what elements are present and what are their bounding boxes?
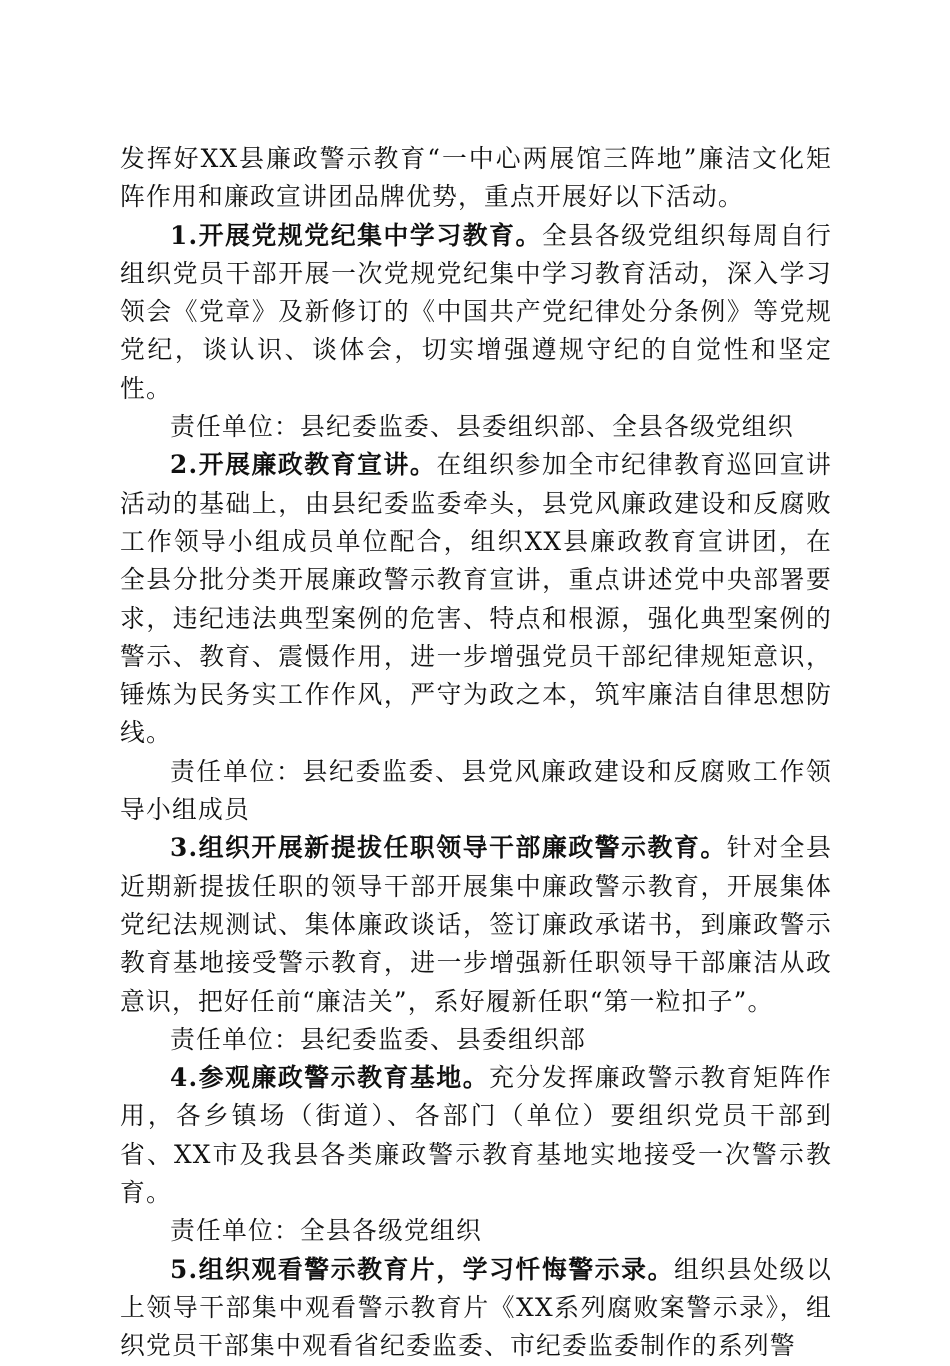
- item-4-text: 充分发挥廉政警示教育矩阵作用，各乡镇场（街道）、各部门（单位）要组织党员干部到省、XX市及我县各类廉政警示教育基地实地接受一次警示教育。: [120, 1063, 832, 1208]
- item-3-text: 针对全县近期新提拔任职的领导干部开展集中廉政警示教育，开展集体党纪法规测试、集体廉政谈话，签订廉政承诺书，到廉政警示教育基地接受警示教育，进一步增强新任职领导干部廉洁从政意识，把好任前“廉洁关”，系好履新任职“第一粒扣子”。: [120, 833, 832, 1016]
- item-3-heading: 3.组织开展新提拔任职领导干部廉政警示教育。: [170, 833, 727, 863]
- item-3-paragraph: [120, 829, 832, 1020]
- item-5-paragraph: [120, 1251, 832, 1366]
- item-2-text: 在组织参加全市纪律教育巡回宣讲活动的基础上，由县纪委监委牵头，县党风廉政建设和反腐败工作领导小组成员单位配合，组织XX县廉政教育宣讲团，在全县分批分类开展廉政警示教育宣讲，重点讲述党中央部署要求，违纪违法典型案例的危害、特点和根源，强化典型案例的警示、教育、震慑作用，进一步增强党员干部纪律规矩意识，锤炼为民务实工作作风，严守为政之本，筑牢廉洁自律思想防线。: [120, 450, 832, 748]
- item-3-responsibility: 责任单位：县纪委监委、县委组织部: [170, 1024, 586, 1054]
- item-1-text: 全县各级党组织每周自行组织党员干部开展一次党规党纪集中学习教育活动，深入学习领会《党章》及新修订的《中国共产党纪律处分条例》等党规党纪，谈认识、谈体会，切实增强遵规守纪的自觉性和坚定性。: [120, 220, 832, 403]
- item-1-responsibility: 责任单位：县纪委监委、县委组织部、全县各级党组织: [170, 412, 794, 442]
- document-page: [120, 140, 832, 1366]
- item-2-paragraph: [120, 446, 832, 752]
- item-2-heading: 2.开展廉政教育宣讲。: [170, 450, 437, 480]
- item-4-heading: 4.参观廉政警示教育基地。: [170, 1063, 490, 1093]
- item-5-heading: 5.组织观看警示教育片，学习忏悔警示录。: [170, 1254, 674, 1284]
- item-5-text: 组织县处级以上领导干部集中观看警示教育片《XX系列腐败案警示录》，组织党员干部集中观看省纪委监委、市纪委监委制作的系列警: [120, 1254, 833, 1361]
- item-4-paragraph: [120, 1059, 832, 1212]
- item-4-responsibility: 责任单位：全县各级党组织: [170, 1216, 482, 1246]
- item-2-responsibility: 责任单位：县纪委监委、县党风廉政建设和反腐败工作领导小组成员: [120, 756, 832, 825]
- intro-paragraph: 发挥好XX县廉政警示教育“一中心两展馆三阵地”廉洁文化矩阵作用和廉政宣讲团品牌优势，重点开展好以下活动。: [120, 144, 832, 212]
- item-1-paragraph: [120, 217, 832, 408]
- item-1-heading: 1.开展党规党纪集中学习教育。: [170, 220, 542, 250]
